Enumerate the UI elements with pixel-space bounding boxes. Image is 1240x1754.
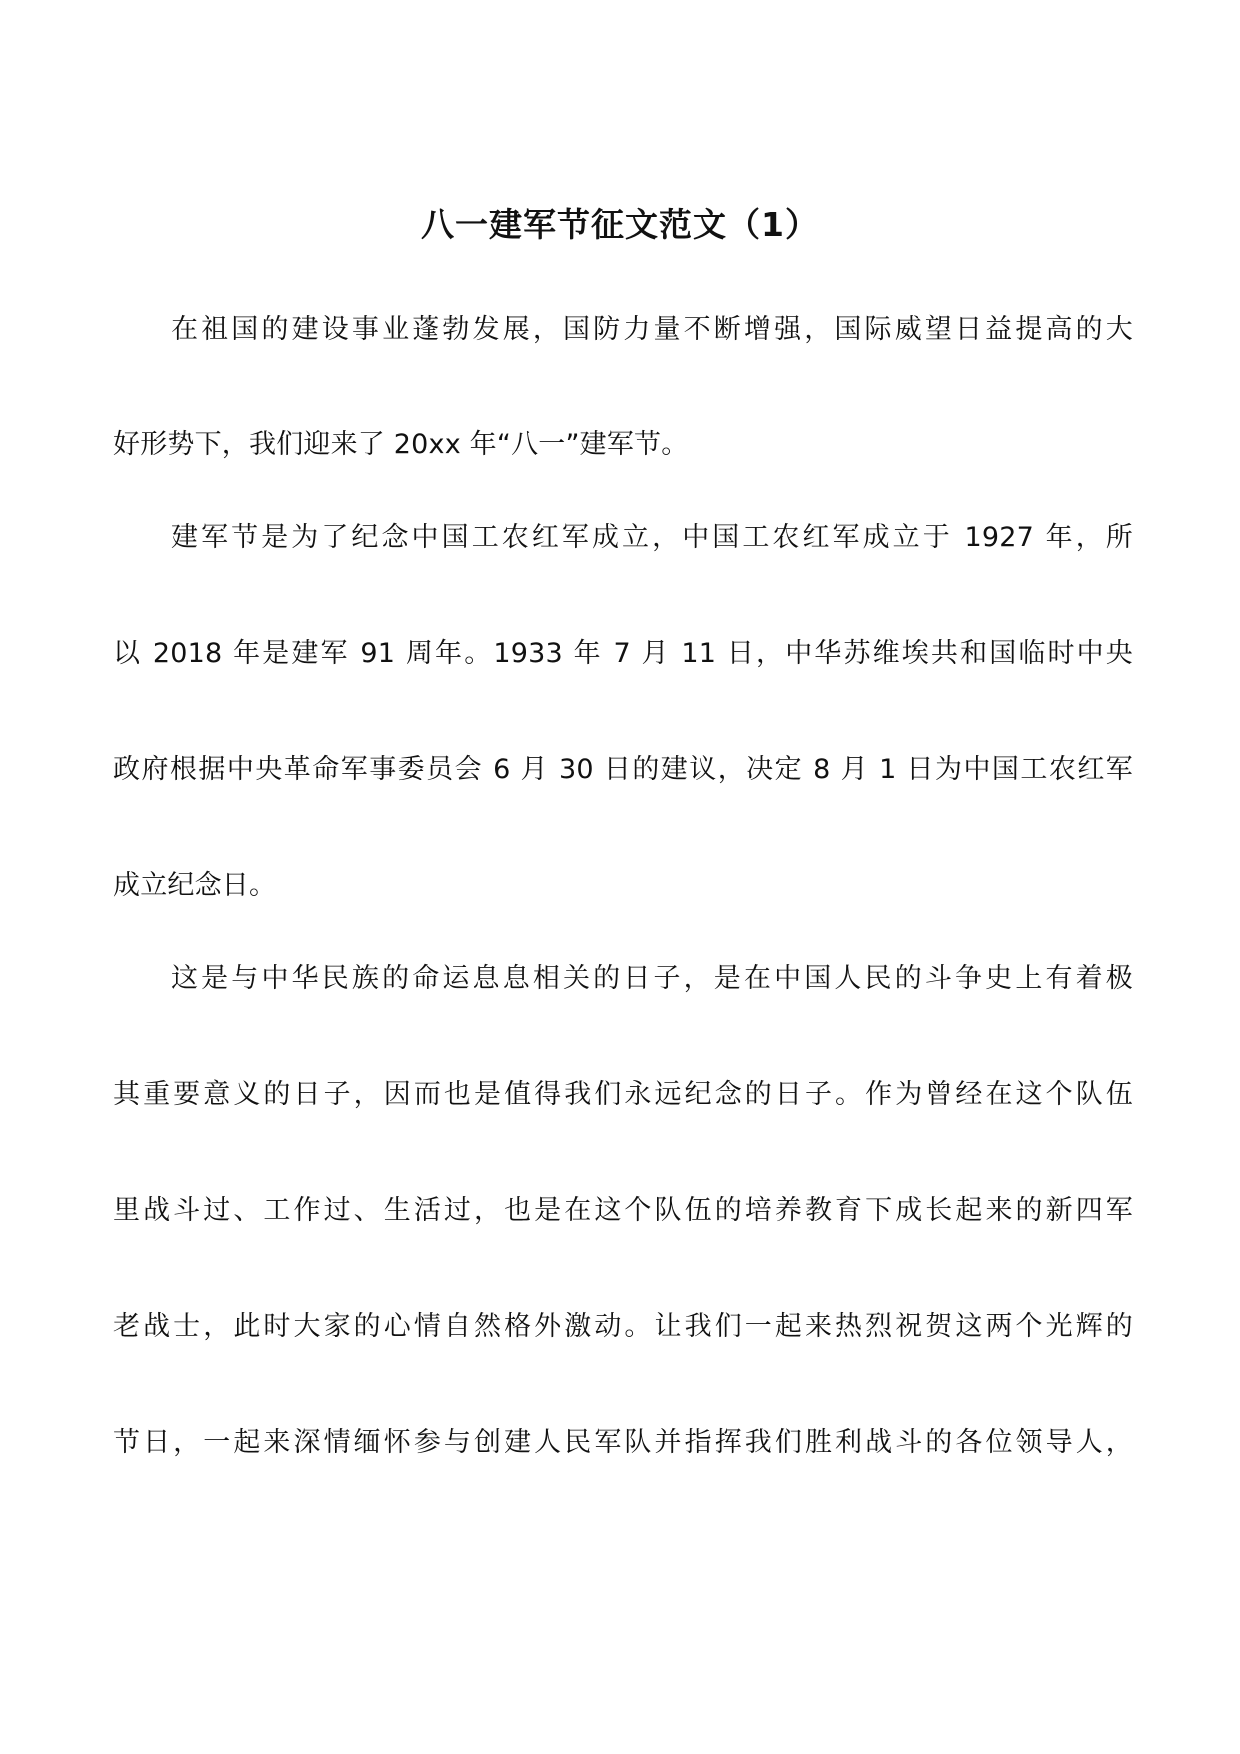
paragraph-3-line-1: 这是与中华民族的命运息息相关的日子，是在中国人民的斗争史上有着极 <box>171 963 1133 994</box>
paragraph-1-line-1: 在祖国的建设事业蓬勃发展，国防力量不断增强，国际威望日益提高的大 <box>171 314 1133 345</box>
paragraph-2-line-2: 以 2018 年是建军 91 周年。1933 年 7 月 11 日，中华苏维埃共和国临时中央 <box>113 638 1133 669</box>
document-title: 八一建军节征文范文（1） <box>421 205 819 244</box>
paragraph-2-line-1: 建军节是为了纪念中国工农红军成立，中国工农红军成立于 1927 年，所 <box>171 522 1133 553</box>
paragraph-3-line-4: 老战士，此时大家的心情自然格外激动。让我们一起来热烈祝贺这两个光辉的 <box>113 1311 1133 1342</box>
paragraph-3-line-2: 其重要意义的日子，因而也是值得我们永远纪念的日子。作为曾经在这个队伍 <box>113 1079 1133 1110</box>
paragraph-3-line-5: 节日，一起来深情缅怀参与创建人民军队并指挥我们胜利战斗的各位领导人， <box>113 1427 1133 1458</box>
paragraph-2-line-3: 政府根据中央革命军事委员会 6 月 30 日的建议，决定 8 月 1 日为中国工农红军 <box>113 754 1133 785</box>
paragraph-3-line-3: 里战斗过、工作过、生活过，也是在这个队伍的培养教育下成长起来的新四军 <box>113 1195 1133 1226</box>
paragraph-2-line-4: 成立纪念日。 <box>113 870 277 901</box>
paragraph-1-line-2: 好形势下，我们迎来了 20xx 年“八一”建军节。 <box>113 429 689 460</box>
